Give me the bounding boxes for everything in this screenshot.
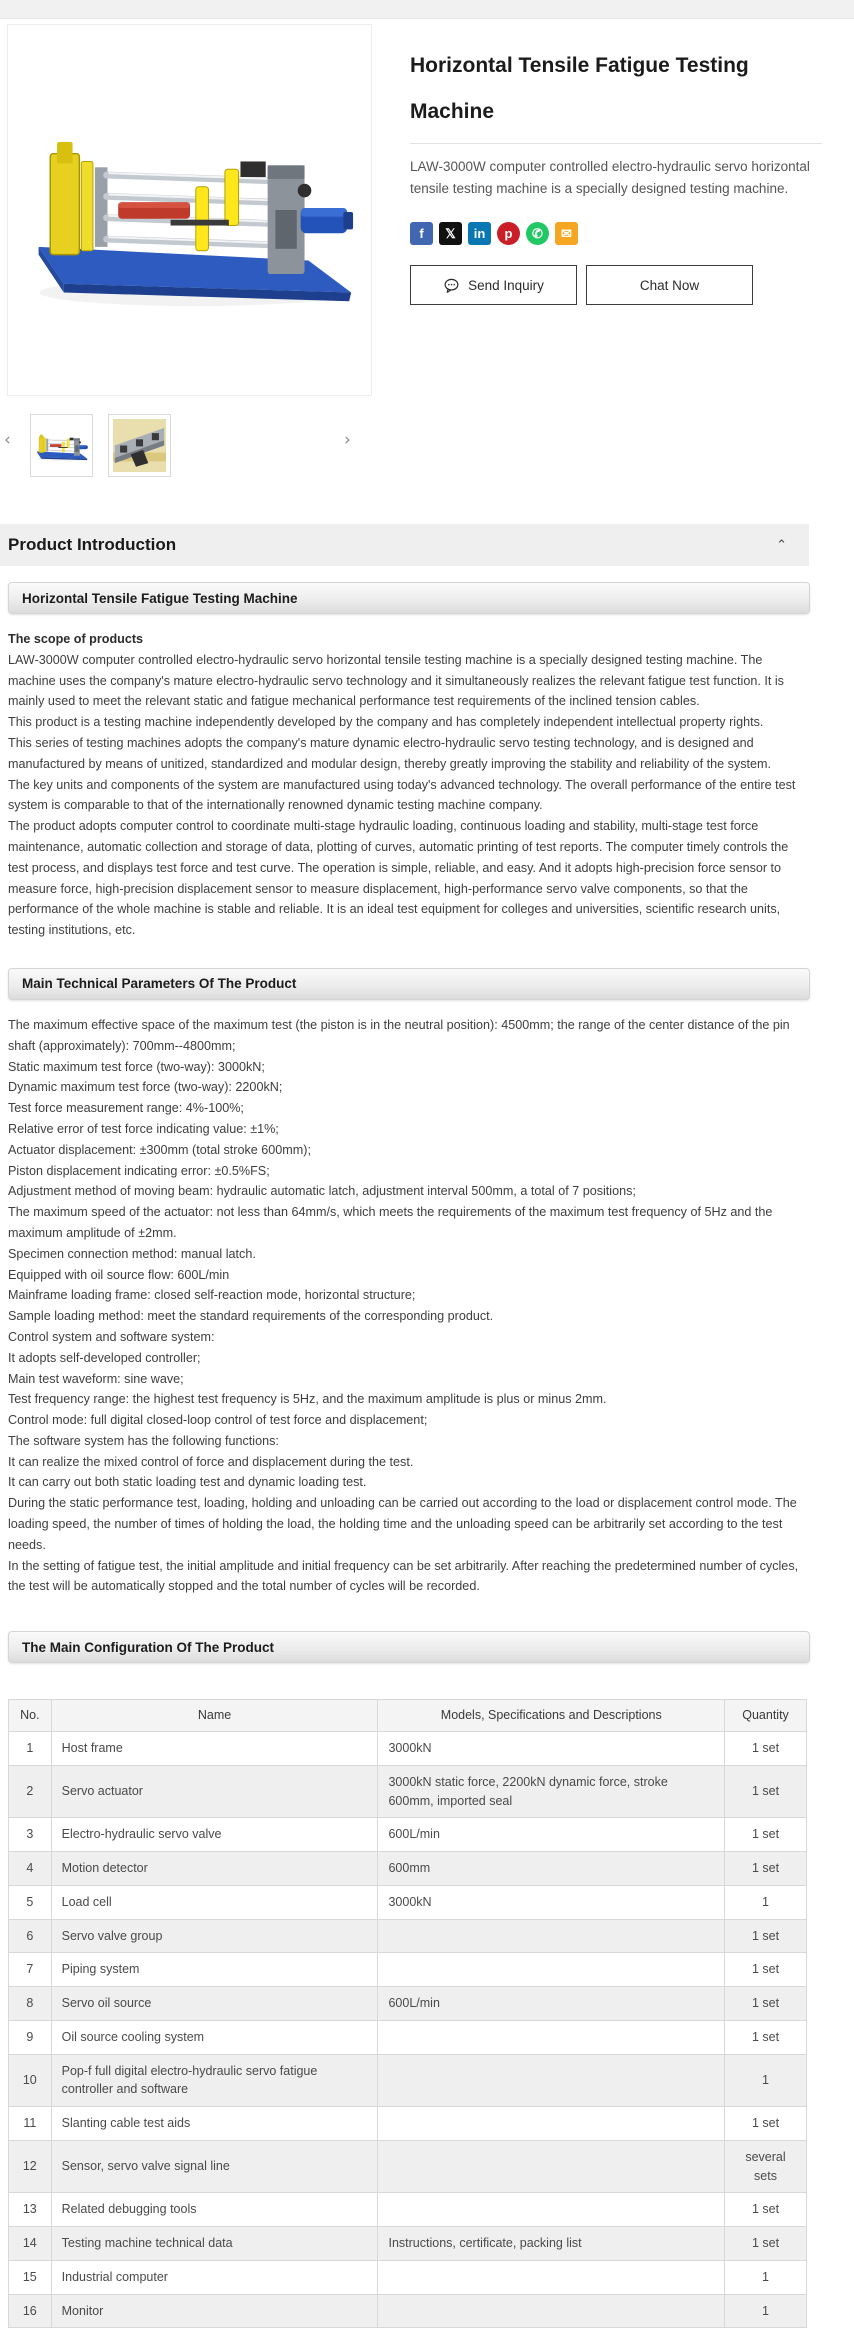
intro-subheader: [8, 582, 810, 614]
table-cell: Motion detector: [51, 1852, 378, 1886]
page-title: Horizontal Tensile Fatigue Testing Machine: [410, 54, 749, 123]
product-summary: [410, 19, 822, 305]
gallery-next-icon[interactable]: ›: [344, 430, 351, 450]
table-cell: Instructions, certificate, packing list: [378, 2227, 725, 2261]
table-cell: [378, 2260, 725, 2294]
table-cell: [378, 2193, 725, 2227]
configuration-table-header: [9, 1700, 807, 1732]
table-cell: Host frame: [51, 1732, 378, 1766]
table-cell: 14: [9, 2227, 52, 2261]
table-cell: 3: [9, 1818, 52, 1852]
table-cell: Piping system: [51, 1953, 378, 1987]
table-cell: 1 set: [725, 2193, 807, 2227]
table-cell: 1 set: [725, 1953, 807, 1987]
table-cell: [378, 2294, 725, 2328]
table-row: [9, 2294, 807, 2328]
table-row: [9, 1732, 807, 1766]
table-cell: Testing machine technical data: [51, 2227, 378, 2261]
intro-paragraph: This series of testing machines adopts the company's mature dynamic electro-hydraulic servo testing technology, and is designed and manufactured by means of unitized, standardized and modular design, thereby greatly improving the stability and reliability of the system.: [8, 735, 772, 771]
table-cell: Related debugging tools: [51, 2193, 378, 2227]
table-cell: Load cell: [51, 1885, 378, 1919]
table-cell: Servo oil source: [51, 1987, 378, 2021]
send-inquiry-label: Send Inquiry: [468, 277, 544, 293]
table-cell: Industrial computer: [51, 2260, 378, 2294]
chat-bubble-icon: [443, 277, 460, 294]
table-cell: 15: [9, 2260, 52, 2294]
section-product-introduction: [0, 524, 809, 566]
scope-title: The scope of products: [8, 632, 144, 646]
product-description: LAW-3000W computer controlled electro-hydraulic servo horizontal tensile testing machine is a specially designed testing machine.: [410, 159, 810, 196]
table-cell: 1 set: [725, 1732, 807, 1766]
parameters-subheader: [8, 968, 810, 1000]
linkedin-icon[interactable]: in: [468, 222, 491, 245]
table-cell: Slanting cable test aids: [51, 2107, 378, 2141]
title-divider: [410, 143, 822, 144]
table-cell: 9: [9, 2020, 52, 2054]
table-cell: 3000kN: [378, 1732, 725, 1766]
table-cell: 1: [725, 2294, 807, 2328]
table-cell: 1 set: [725, 2020, 807, 2054]
intro-paragraph: The product adopts computer control to coordinate multi-stage hydraulic loading, continuous loading and stability, multi-stage test force maintenance, automatic collection and storage of data, plotting of curves, automatic printing of test reports. The computer timely controls the test process, and displays test force and test curve. The operation is simple, reliable, and easy. And it adopts high-precision force sensor to measure force, high-precision displacement sensor to measure displacement, high-performance servo valve components, so that the performance of the whole machine is stable and reliable. It is an ideal test equipment for colleges and universities, scientific research units, testing institutions, etc.: [8, 819, 789, 938]
table-row: [9, 1885, 807, 1919]
table-cell: 7: [9, 1953, 52, 1987]
table-cell: [378, 2054, 725, 2107]
chat-now-button[interactable]: [586, 265, 753, 305]
table-column-header: Models, Specifications and Descriptions: [378, 1700, 725, 1732]
parameter-line: In the setting of fatigue test, the initial amplitude and initial frequency can be set arbitrarily. After reaching the predetermined number of cycles, the test will be automatically stopped and the total number of cycles will be recorded.: [8, 1558, 799, 1594]
intro-paragraph: The key units and components of the system are manufactured using today's advanced technology. The overall performance of the entire test system is comparable to that of the internationally renowned dynamic testing machine company.: [8, 777, 796, 813]
table-cell: 600L/min: [378, 1818, 725, 1852]
chat-now-label: Chat Now: [639, 277, 700, 293]
table-cell: 3000kN static force, 2200kN dynamic force, stroke 600mm, imported seal: [378, 1765, 725, 1818]
scope-text: [8, 629, 808, 941]
collapse-chevron-up-icon[interactable]: ⌃: [776, 537, 787, 553]
table-cell: 3000kN: [378, 1885, 725, 1919]
parameter-line: The maximum effective space of the maximum test (the piston is in the neutral position): 4500mm; the range of the center distance of the pin shaft (approximately): 700mm--4800mm;: [8, 1017, 790, 1053]
table-cell: 4: [9, 1852, 52, 1886]
parameter-line: The software system has the following functions:: [8, 1433, 279, 1448]
whatsapp-icon[interactable]: ✆: [526, 222, 549, 245]
gallery-prev-icon[interactable]: ‹: [4, 430, 11, 450]
parameter-line: Control system and software system:: [8, 1329, 215, 1344]
parameter-line: It can realize the mixed control of force and displacement during the test.: [8, 1454, 414, 1469]
table-row: [9, 2107, 807, 2141]
x-twitter-icon[interactable]: 𝕏: [439, 222, 462, 245]
table-cell: Servo actuator: [51, 1765, 378, 1818]
section-title: Product Introduction: [8, 535, 177, 554]
table-cell: Servo valve group: [51, 1919, 378, 1953]
table-cell: 1 set: [725, 1818, 807, 1852]
table-cell: Oil source cooling system: [51, 2020, 378, 2054]
table-row: [9, 2054, 807, 2107]
intro-paragraphs: [8, 650, 808, 941]
table-cell: Electro-hydraulic servo valve: [51, 1818, 378, 1852]
table-cell: 600mm: [378, 1852, 725, 1886]
table-row: [9, 1818, 807, 1852]
configuration-subheader-label: The Main Configuration Of The Product: [22, 1639, 274, 1655]
table-row: [9, 2260, 807, 2294]
thumbnail-gallery: [0, 414, 380, 494]
parameter-line: It adopts self-developed controller;: [8, 1350, 201, 1365]
parameter-line: It can carry out both static loading test and dynamic loading test.: [8, 1475, 367, 1490]
table-row: [9, 1919, 807, 1953]
table-cell: 8: [9, 1987, 52, 2021]
intro-subheader-label: Horizontal Tensile Fatigue Testing Machine: [22, 590, 298, 606]
machine-photo: [25, 90, 355, 330]
email-icon[interactable]: ✉: [555, 222, 578, 245]
table-cell: 1: [9, 1732, 52, 1766]
table-cell: [378, 2020, 725, 2054]
intro-paragraph: LAW-3000W computer controlled electro-hydraulic servo horizontal tensile testing machine is a specially designed testing machine. The machine uses the company's mature electro-hydraulic servo technology and it simultaneously realizes the relevant fatigue test function. It is mainly used to meet the relevant static and fatigue mechanical performance test requirements of the inclined tension cables.: [8, 652, 784, 709]
parameter-line: Test force measurement range: 4%-100%;: [8, 1101, 244, 1116]
product-main-image[interactable]: [7, 24, 372, 396]
parameter-line: Relative error of test force indicating value: ±1%;: [8, 1121, 279, 1136]
parameter-line: Specimen connection method: manual latch.: [8, 1246, 256, 1261]
table-cell: 1 set: [725, 1919, 807, 1953]
parameters-subheader-label: Main Technical Parameters Of The Product: [22, 976, 297, 992]
parameter-line: Control mode: full digital closed-loop control of test force and displacement;: [8, 1413, 428, 1428]
table-cell: 10: [9, 2054, 52, 2107]
table-cell: several sets: [725, 2140, 807, 2193]
table-cell: 13: [9, 2193, 52, 2227]
table-cell: 1: [725, 1885, 807, 1919]
thumbnail-1[interactable]: [30, 414, 93, 477]
table-row: [9, 2140, 807, 2193]
action-buttons: [410, 265, 822, 305]
pinterest-icon[interactable]: p: [497, 222, 520, 245]
table-cell: Sensor, servo valve signal line: [51, 2140, 378, 2193]
table-row: [9, 2227, 807, 2261]
configuration-table: [8, 1699, 807, 2328]
table-cell: Monitor: [51, 2294, 378, 2328]
table-cell: 16: [9, 2294, 52, 2328]
thumbnail-2-image: [113, 419, 166, 472]
parameter-line: Sample loading method: meet the standard requirements of the corresponding product.: [8, 1309, 494, 1324]
parameter-line: Main test waveform: sine wave;: [8, 1371, 184, 1386]
table-row: [9, 2193, 807, 2227]
table-cell: 12: [9, 2140, 52, 2193]
table-row: [9, 1953, 807, 1987]
table-cell: 6: [9, 1919, 52, 1953]
thumbnail-2[interactable]: [108, 414, 171, 477]
table-column-header: Name: [51, 1700, 378, 1732]
configuration-subheader: [8, 1631, 810, 1663]
parameter-line: The maximum speed of the actuator: not less than 64mm/s, which meets the requirements of the maximum test frequency of 5Hz and the maximum amplitude of ±2mm.: [8, 1205, 773, 1240]
table-cell: 1: [725, 2260, 807, 2294]
thumbnail-1-image: [35, 419, 88, 472]
table-cell: [378, 1919, 725, 1953]
parameter-line: Mainframe loading frame: closed self-reaction mode, horizontal structure;: [8, 1288, 416, 1303]
parameter-line: Dynamic maximum test force (two-way): 2200kN;: [8, 1080, 283, 1095]
parameter-line: Test frequency range: the highest test frequency is 5Hz, and the maximum amplitude is plus or minus 2mm.: [8, 1392, 607, 1407]
table-cell: 11: [9, 2107, 52, 2141]
table-cell: 2: [9, 1765, 52, 1818]
table-cell: 600L/min: [378, 1987, 725, 2021]
facebook-icon[interactable]: f: [410, 222, 433, 245]
parameter-line: Equipped with oil source flow: 600L/min: [8, 1267, 230, 1282]
product-top-area: [0, 19, 854, 524]
table-row: [9, 1765, 807, 1818]
parameter-line: Adjustment method of moving beam: hydraulic automatic latch, adjustment interval 500mm, a total of 7 positions;: [8, 1184, 636, 1199]
table-cell: [378, 2140, 725, 2193]
parameter-line: During the static performance test, loading, holding and unloading can be carried out according to the load or displacement control mode. The loading speed, the number of times of holding the load, the holding time and the unloading speed can be arbitrarily set according to the test needs.: [8, 1496, 797, 1552]
send-inquiry-button[interactable]: [410, 265, 577, 305]
table-cell: 1 set: [725, 2107, 807, 2141]
table-cell: 1 set: [725, 1987, 807, 2021]
social-share-row: [410, 222, 822, 245]
table-cell: 1 set: [725, 2227, 807, 2261]
table-cell: [378, 1953, 725, 1987]
table-cell: [378, 2107, 725, 2141]
parameters-text: [8, 1015, 808, 1597]
table-cell: 1 set: [725, 1852, 807, 1886]
parameter-line: Piston displacement indicating error: ±0.5%FS;: [8, 1163, 270, 1178]
table-row: [9, 2020, 807, 2054]
table-column-header: Quantity: [725, 1700, 807, 1732]
top-strip: [0, 0, 854, 19]
intro-paragraph: This product is a testing machine independently developed by the company and has completely independent intellectual property rights.: [8, 715, 764, 730]
table-cell: 5: [9, 1885, 52, 1919]
parameter-line: Static maximum test force (two-way): 3000kN;: [8, 1059, 265, 1074]
table-cell: 1 set: [725, 1765, 807, 1818]
table-cell: 1: [725, 2054, 807, 2107]
table-row: [9, 1852, 807, 1886]
table-row: [9, 1987, 807, 2021]
table-cell: Pop-f full digital electro-hydraulic servo fatigue controller and software: [51, 2054, 378, 2107]
table-column-header: No.: [9, 1700, 52, 1732]
parameter-line: Actuator displacement: ±300mm (total stroke 600mm);: [8, 1142, 311, 1157]
